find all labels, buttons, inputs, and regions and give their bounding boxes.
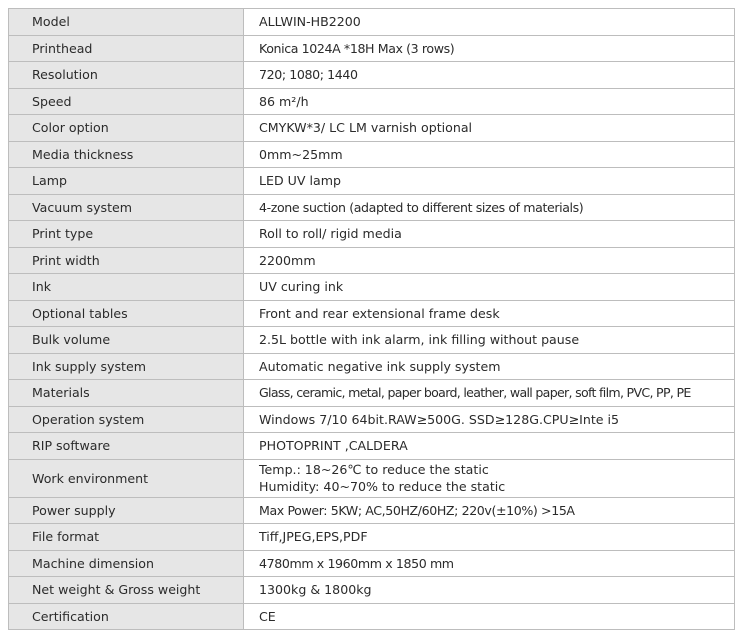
table-row — [9, 327, 735, 354]
spec-label: Work environment — [9, 459, 244, 497]
spec-label: Print type — [9, 221, 244, 248]
table-row — [9, 459, 735, 497]
spec-value — [244, 459, 735, 497]
table-row — [9, 497, 735, 524]
table-row — [9, 433, 735, 460]
spec-label: Certification — [9, 603, 244, 630]
spec-label: Speed — [9, 88, 244, 115]
spec-value: UV curing ink — [244, 274, 735, 301]
spec-value: Max Power: 5KW; AC,50HZ/60HZ; 220v(±10%) >15A — [244, 497, 735, 524]
table-row — [9, 380, 735, 407]
spec-label: Vacuum system — [9, 194, 244, 221]
spec-label: Model — [9, 9, 244, 36]
spec-value: CE — [244, 603, 735, 630]
spec-value: CMYKW*3/ LC LM varnish optional — [244, 115, 735, 142]
spec-value: 4780mm x 1960mm x 1850 mm — [244, 550, 735, 577]
spec-label: File format — [9, 524, 244, 551]
spec-value: PHOTOPRINT ,CALDERA — [244, 433, 735, 460]
spec-value: ALLWIN-HB2200 — [244, 9, 735, 36]
table-row — [9, 141, 735, 168]
spec-value: 4-zone suction (adapted to different sizes of materials) — [244, 194, 735, 221]
table-row — [9, 9, 735, 36]
table-row — [9, 194, 735, 221]
spec-value: Glass, ceramic, metal, paper board, leather, wall paper, soft film, PVC, PP, PE — [244, 380, 735, 407]
spec-value: Automatic negative ink supply system — [244, 353, 735, 380]
table-row — [9, 88, 735, 115]
spec-label: Net weight & Gross weight — [9, 577, 244, 604]
spec-value: Tiff,JPEG,EPS,PDF — [244, 524, 735, 551]
spec-label: Media thickness — [9, 141, 244, 168]
spec-value: 1300kg & 1800kg — [244, 577, 735, 604]
table-row — [9, 62, 735, 89]
spec-value-line: Temp.: 18~26℃ to reduce the static — [259, 462, 489, 477]
table-row — [9, 577, 735, 604]
spec-value: Roll to roll/ rigid media — [244, 221, 735, 248]
spec-label: Color option — [9, 115, 244, 142]
table-row — [9, 221, 735, 248]
spec-label: Lamp — [9, 168, 244, 195]
spec-label: Operation system — [9, 406, 244, 433]
spec-value: 720; 1080; 1440 — [244, 62, 735, 89]
spec-label: Ink supply system — [9, 353, 244, 380]
table-row — [9, 550, 735, 577]
spec-label: Machine dimension — [9, 550, 244, 577]
spec-value: Windows 7/10 64bit.RAW≥500G. SSD≥128G.CPU≥Inte i5 — [244, 406, 735, 433]
spec-label: RIP software — [9, 433, 244, 460]
table-row — [9, 524, 735, 551]
spec-value-line: Humidity: 40~70% to reduce the static — [259, 479, 506, 494]
spec-label: Power supply — [9, 497, 244, 524]
spec-label: Ink — [9, 274, 244, 301]
spec-value: 86 m²/h — [244, 88, 735, 115]
spec-table — [8, 8, 735, 630]
table-row — [9, 35, 735, 62]
spec-label: Materials — [9, 380, 244, 407]
spec-value: Konica 1024A *18H Max (3 rows) — [244, 35, 735, 62]
spec-label: Bulk volume — [9, 327, 244, 354]
table-row — [9, 247, 735, 274]
table-row — [9, 406, 735, 433]
spec-value: Front and rear extensional frame desk — [244, 300, 735, 327]
table-row — [9, 168, 735, 195]
spec-value: LED UV lamp — [244, 168, 735, 195]
spec-label: Printhead — [9, 35, 244, 62]
spec-value: 2.5L bottle with ink alarm, ink filling without pause — [244, 327, 735, 354]
table-row — [9, 300, 735, 327]
table-row — [9, 115, 735, 142]
spec-label: Optional tables — [9, 300, 244, 327]
table-row — [9, 353, 735, 380]
table-row — [9, 274, 735, 301]
spec-label: Resolution — [9, 62, 244, 89]
spec-label: Print width — [9, 247, 244, 274]
spec-value: 2200mm — [244, 247, 735, 274]
spec-value: 0mm~25mm — [244, 141, 735, 168]
table-row — [9, 603, 735, 630]
